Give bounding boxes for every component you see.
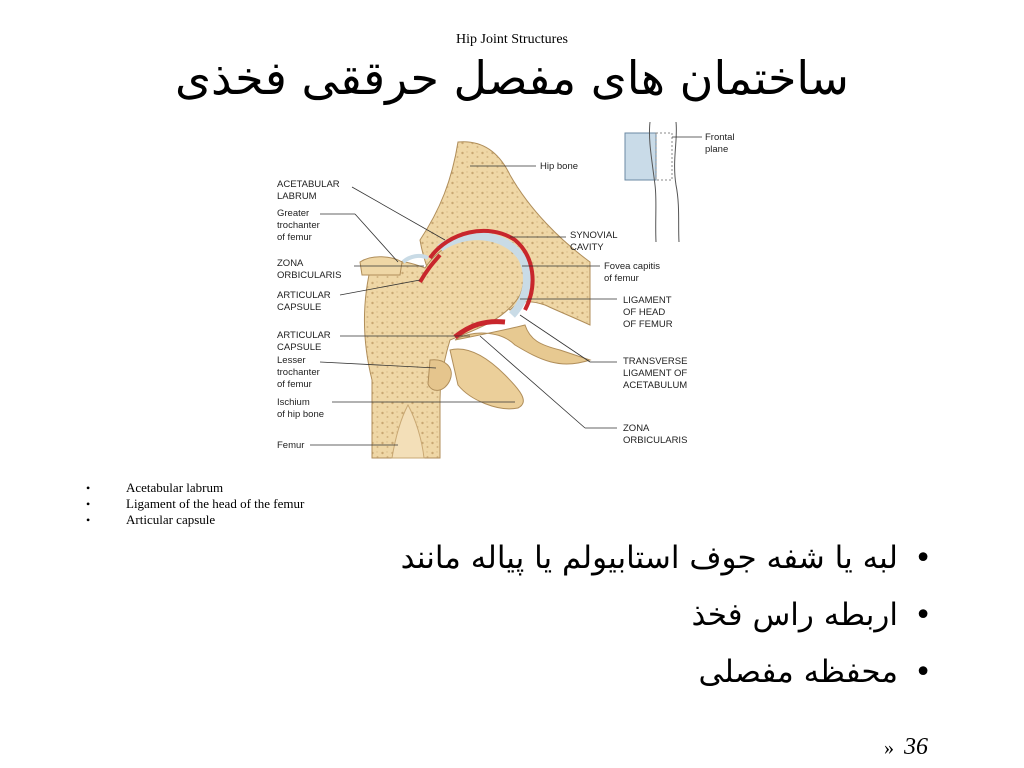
- label-hip-bone: Hip bone: [540, 161, 579, 172]
- persian-bullet-item: • لبه یا شفه جوف استابیولم یا پیاله مانند: [401, 530, 936, 587]
- persian-title: ساختمان های مفصل حرققی فخذی: [175, 51, 849, 105]
- label-greater-trochanter: Greater trochanter of femur: [277, 208, 320, 243]
- label-acetabular-labrum: ACETABULAR LABRUM: [277, 179, 340, 202]
- label-articular-capsule-1: ARTICULAR CAPSULE: [277, 290, 331, 313]
- label-synovial-cavity: SYNOVIAL CAVITY: [570, 230, 618, 253]
- label-ischium: Ischium of hip bone: [277, 397, 325, 420]
- english-bullet-item: • Articular capsule: [86, 512, 304, 528]
- label-femur: Femur: [277, 440, 305, 451]
- english-bullet-list: [86, 480, 304, 528]
- page-footer: [884, 734, 928, 761]
- label-lesser-trochanter: Lesser trochanter of femur: [277, 355, 320, 390]
- label-fovea-capitis: Fovea capitis of femur: [604, 261, 660, 284]
- persian-bullet-item: • محفظه مفصلی: [401, 644, 936, 701]
- page-number: 36: [904, 734, 928, 760]
- label-zona-orbicularis-right: ZONA ORBICULARIS: [623, 423, 688, 446]
- label-transverse-ligament: TRANSVERSE LIGAMENT OF ACETABULUM: [623, 356, 688, 391]
- english-title: Hip Joint Structures: [456, 32, 568, 47]
- next-slide-link[interactable]: »: [884, 737, 894, 759]
- label-ligament-head: LIGAMENT OF HEAD OF FEMUR: [623, 295, 673, 330]
- label-articular-capsule-2: ARTICULAR CAPSULE: [277, 330, 331, 353]
- english-bullet-item: • Acetabular labrum: [86, 480, 304, 496]
- persian-bullet-list: [401, 530, 936, 701]
- hip-joint-figure: [268, 118, 748, 468]
- label-zona-orbicularis-left: ZONA ORBICULARIS: [277, 258, 342, 281]
- persian-bullet-item: • اربطه راس فخذ: [401, 587, 936, 644]
- english-bullet-item: • Ligament of the head of the femur: [86, 496, 304, 512]
- label-frontal-plane: Frontal plane: [705, 132, 735, 155]
- frontal-plane-inset: [625, 122, 702, 242]
